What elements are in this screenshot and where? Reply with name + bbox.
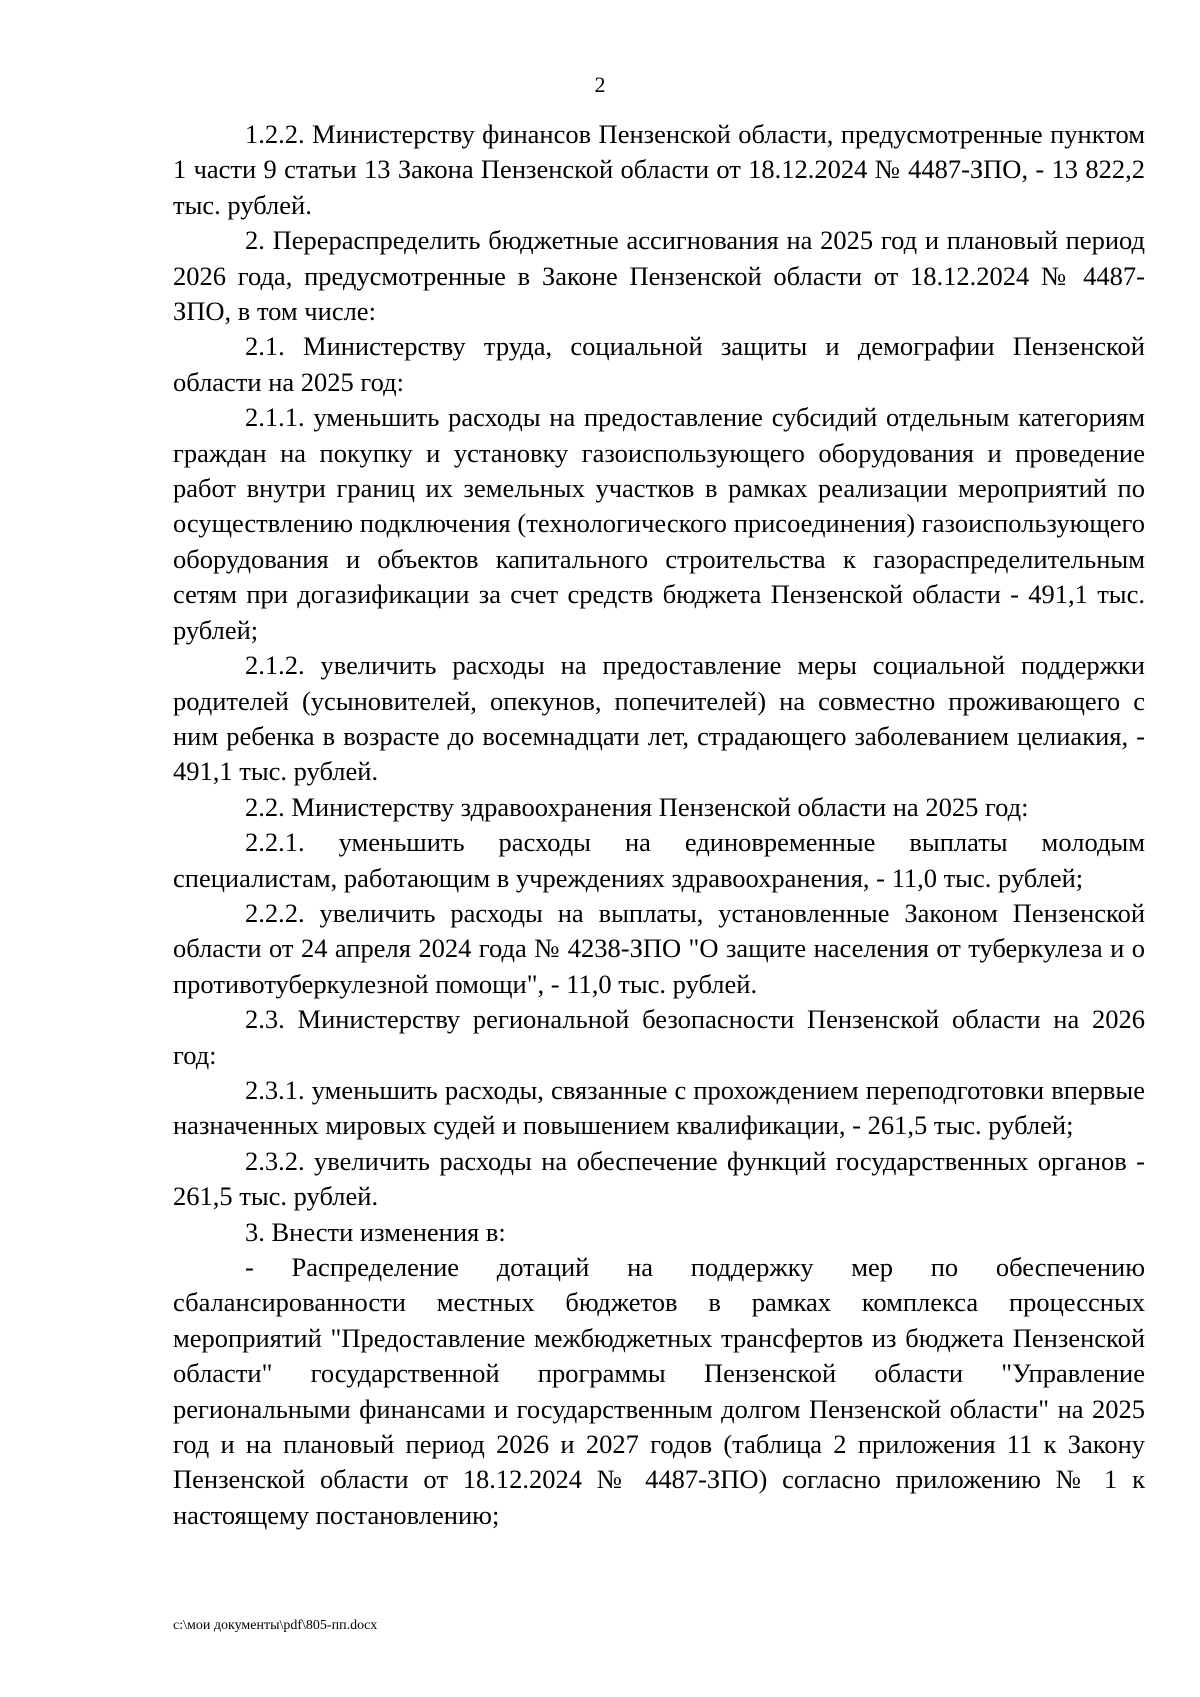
paragraph-1-2-2: 1.2.2. Министерству финансов Пензенской области, предусмотренные пунктом 1 части 9 статьи 13 Закона Пензенской области от 18.12.2024 № 4487-ЗПО, - 13 822,2 тыс. рублей. (173, 119, 1145, 220)
page-number: 2 (594, 72, 606, 97)
paragraph-2-1-1: 2.1.1. уменьшить расходы на предоставление субсидий отдельным категориям граждан на покупку и установку газоиспользующего оборудования и проведение работ внутри границ их земельных участков в рамках реализации мероприятий по осуществлению подключения (технологического присоединения) газоиспользующего оборудования и объектов капитального строительства к газораспределительным сетям при догазификации за счет средств бюджета Пензенской области - 491,1 тыс. рублей; (173, 402, 1145, 645)
paragraph-2-1: 2.1. Министерству труда, социальной защиты и демографии Пензенской области на 2025 год: (173, 331, 1145, 397)
paragraph-2-3: 2.3. Министерству региональной безопасности Пензенской области на 2026 год: (173, 1004, 1145, 1070)
paragraph-2: 2. Перераспределить бюджетные ассигнования на 2025 год и плановый период 2026 года, предусмотренные в Законе Пензенской области от 18.12.2024 № 4487-ЗПО, в том числе: (173, 225, 1145, 327)
document-body (173, 117, 1145, 1533)
footer-file-path: c:\мои документы\pdf\805-пп.docx (173, 1618, 378, 1633)
paragraph-3: 3. Внести изменения в: (245, 1216, 506, 1247)
paragraph-3-item: - Распределение дотаций на поддержку мер по обеспечению сбалансированности местных бюджетов в рамках комплекса процессных мероприятий "Предоставление межбюджетных трансфертов из бюджета Пензенской области" государственной программы Пензенской области "Управление региональными финансами и государственным долгом Пензенской области" на 2025 год и на плановый период 2026 и 2027 годов (таблица 2 приложения 11 к Закону Пензенской области от 18.12.2024 № 4487-ЗПО) согласно приложению № 1 к настоящему постановлению; (173, 1252, 1145, 1530)
paragraph-2-2-1: 2.2.1. уменьшить расходы на единовременные выплаты молодым специалистам, работающим в учреждениях здравоохранения, - 11,0 тыс. рублей; (173, 827, 1145, 893)
paragraph-2-2-2: 2.2.2. увеличить расходы на выплаты, установленные Законом Пензенской области от 24 апреля 2024 года № 4238-ЗПО "О защите населения от туберкулеза и о противотуберкулезной помощи", - 11,0 тыс. рублей. (173, 897, 1145, 999)
paragraph-2-3-2: 2.3.2. увеличить расходы на обеспечение функций государственных органов - 261,5 тыс. рублей. (173, 1145, 1145, 1212)
paragraph-2-3-1: 2.3.1. уменьшить расходы, связанные с прохождением переподготовки впервые назначенных мировых судей и повышением квалификации, - 261,5 тыс. рублей; (173, 1074, 1145, 1141)
paragraph-2-2: 2.2. Министерству здравоохранения Пензенской области на 2025 год: (245, 791, 1029, 822)
paragraph-2-1-2: 2.1.2. увеличить расходы на предоставление меры социальной поддержки родителей (усыновителей, опекунов, попечителей) на совместно проживающего с ним ребенка в возрасте до восемнадцати лет, страдающего заболеванием целиакия, - 491,1 тыс. рублей. (173, 650, 1145, 787)
